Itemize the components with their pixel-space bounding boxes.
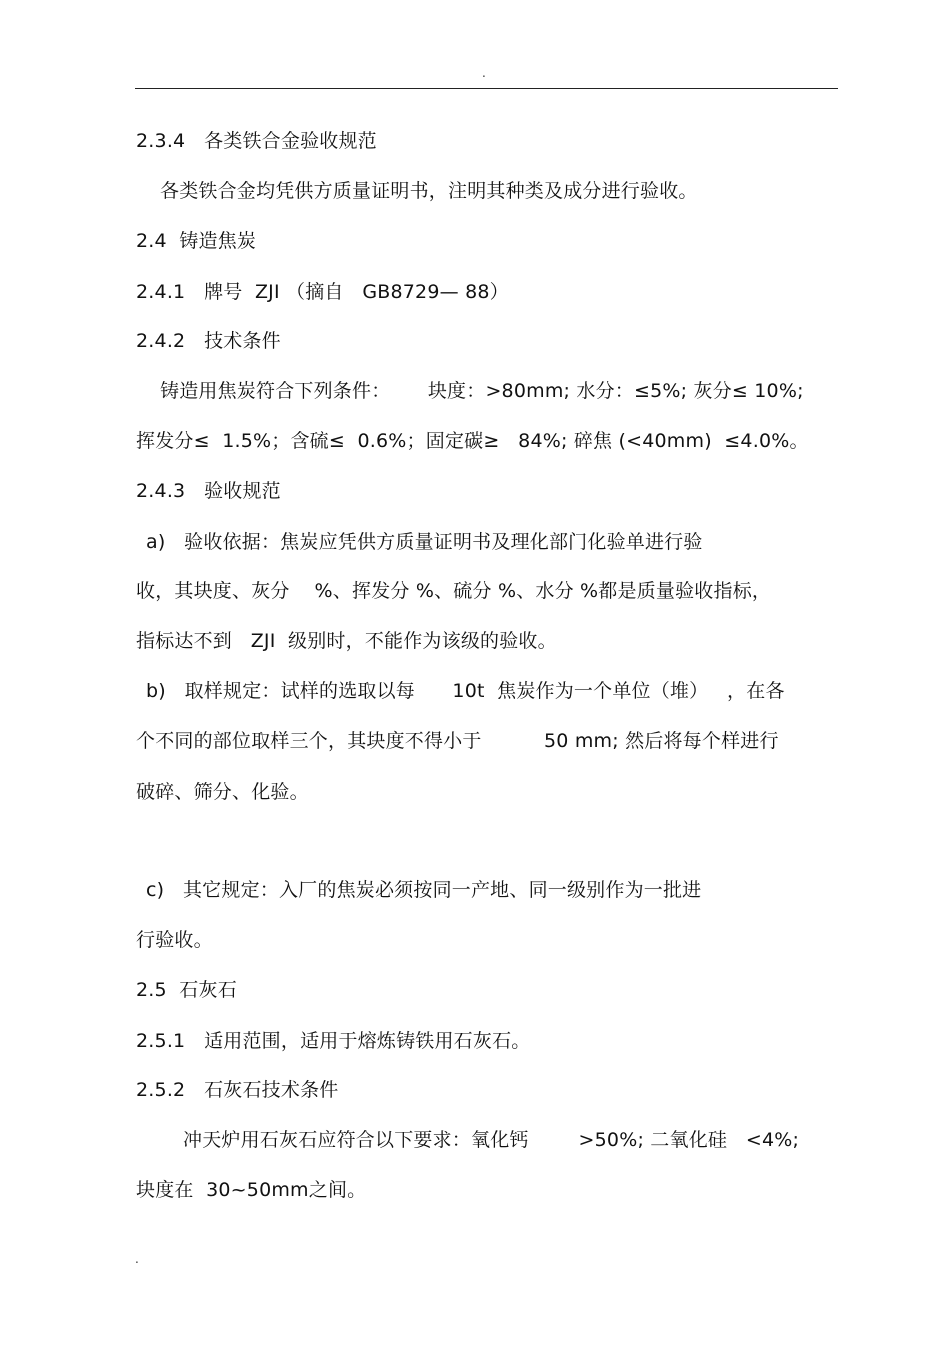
heading-2-4-3: 2.4.3 验收规范 xyxy=(136,480,281,502)
paragraph-line: 各类铁合金均凭供方质量证明书，注明其种类及成分进行验收。 xyxy=(160,180,698,202)
paragraph-line: 行验收。 xyxy=(136,929,213,951)
paragraph-line: 个不同的部位取样三个，其块度不得小于 50 mm; 然后将每个样进行 xyxy=(136,730,779,752)
paragraph-line: 挥发分≤ 1.5%；含硫≤ 0.6%；固定碳≥ 84%; 碎焦 (<40mm) ≤4.0%。 xyxy=(136,430,809,452)
heading-2-4: 2.4 铸造焦炭 xyxy=(136,230,257,252)
header-mark: . xyxy=(482,66,486,80)
list-item-a: a) 验收依据：焦炭应凭供方质量证明书及理化部门化验单进行验 xyxy=(146,531,703,553)
paragraph-line: 铸造用焦炭符合下列条件： 块度：>80mm; 水分：≤5%; 灰分≤ 10%; xyxy=(160,380,804,402)
heading-2-4-1: 2.4.1 牌号 ZJI （摘自 GB8729— 88） xyxy=(136,281,509,303)
paragraph-line: 块度在 30~50mm之间。 xyxy=(136,1179,367,1201)
footer-mark: . xyxy=(135,1252,139,1266)
paragraph-line: 指标达不到 ZJI 级别时，不能作为该级的验收。 xyxy=(136,630,557,652)
heading-2-5: 2.5 石灰石 xyxy=(136,979,237,1001)
paragraph-line: 冲天炉用石灰石应符合以下要求：氧化钙 >50%; 二氧化硅 <4%; xyxy=(183,1129,800,1151)
heading-2-5-2: 2.5.2 石灰石技术条件 xyxy=(136,1079,339,1101)
paragraph-line: 破碎、筛分、化验。 xyxy=(136,781,309,803)
list-item-b: b) 取样规定：试样的选取以每 10t 焦炭作为一个单位（堆） ，在各 xyxy=(146,680,785,702)
list-item-c: c) 其它规定：入厂的焦炭必须按同一产地、同一级别作为一批进 xyxy=(146,879,702,901)
header-rule xyxy=(135,88,838,89)
heading-2-3-4: 2.3.4 各类铁合金验收规范 xyxy=(136,130,377,152)
heading-2-4-2: 2.4.2 技术条件 xyxy=(136,330,281,352)
paragraph-line: 收，其块度、灰分 %、挥发分 %、硫分 %、水分 %都是质量验收指标， xyxy=(136,580,772,602)
heading-2-5-1: 2.5.1 适用范围，适用于熔炼铸铁用石灰石。 xyxy=(136,1030,531,1052)
